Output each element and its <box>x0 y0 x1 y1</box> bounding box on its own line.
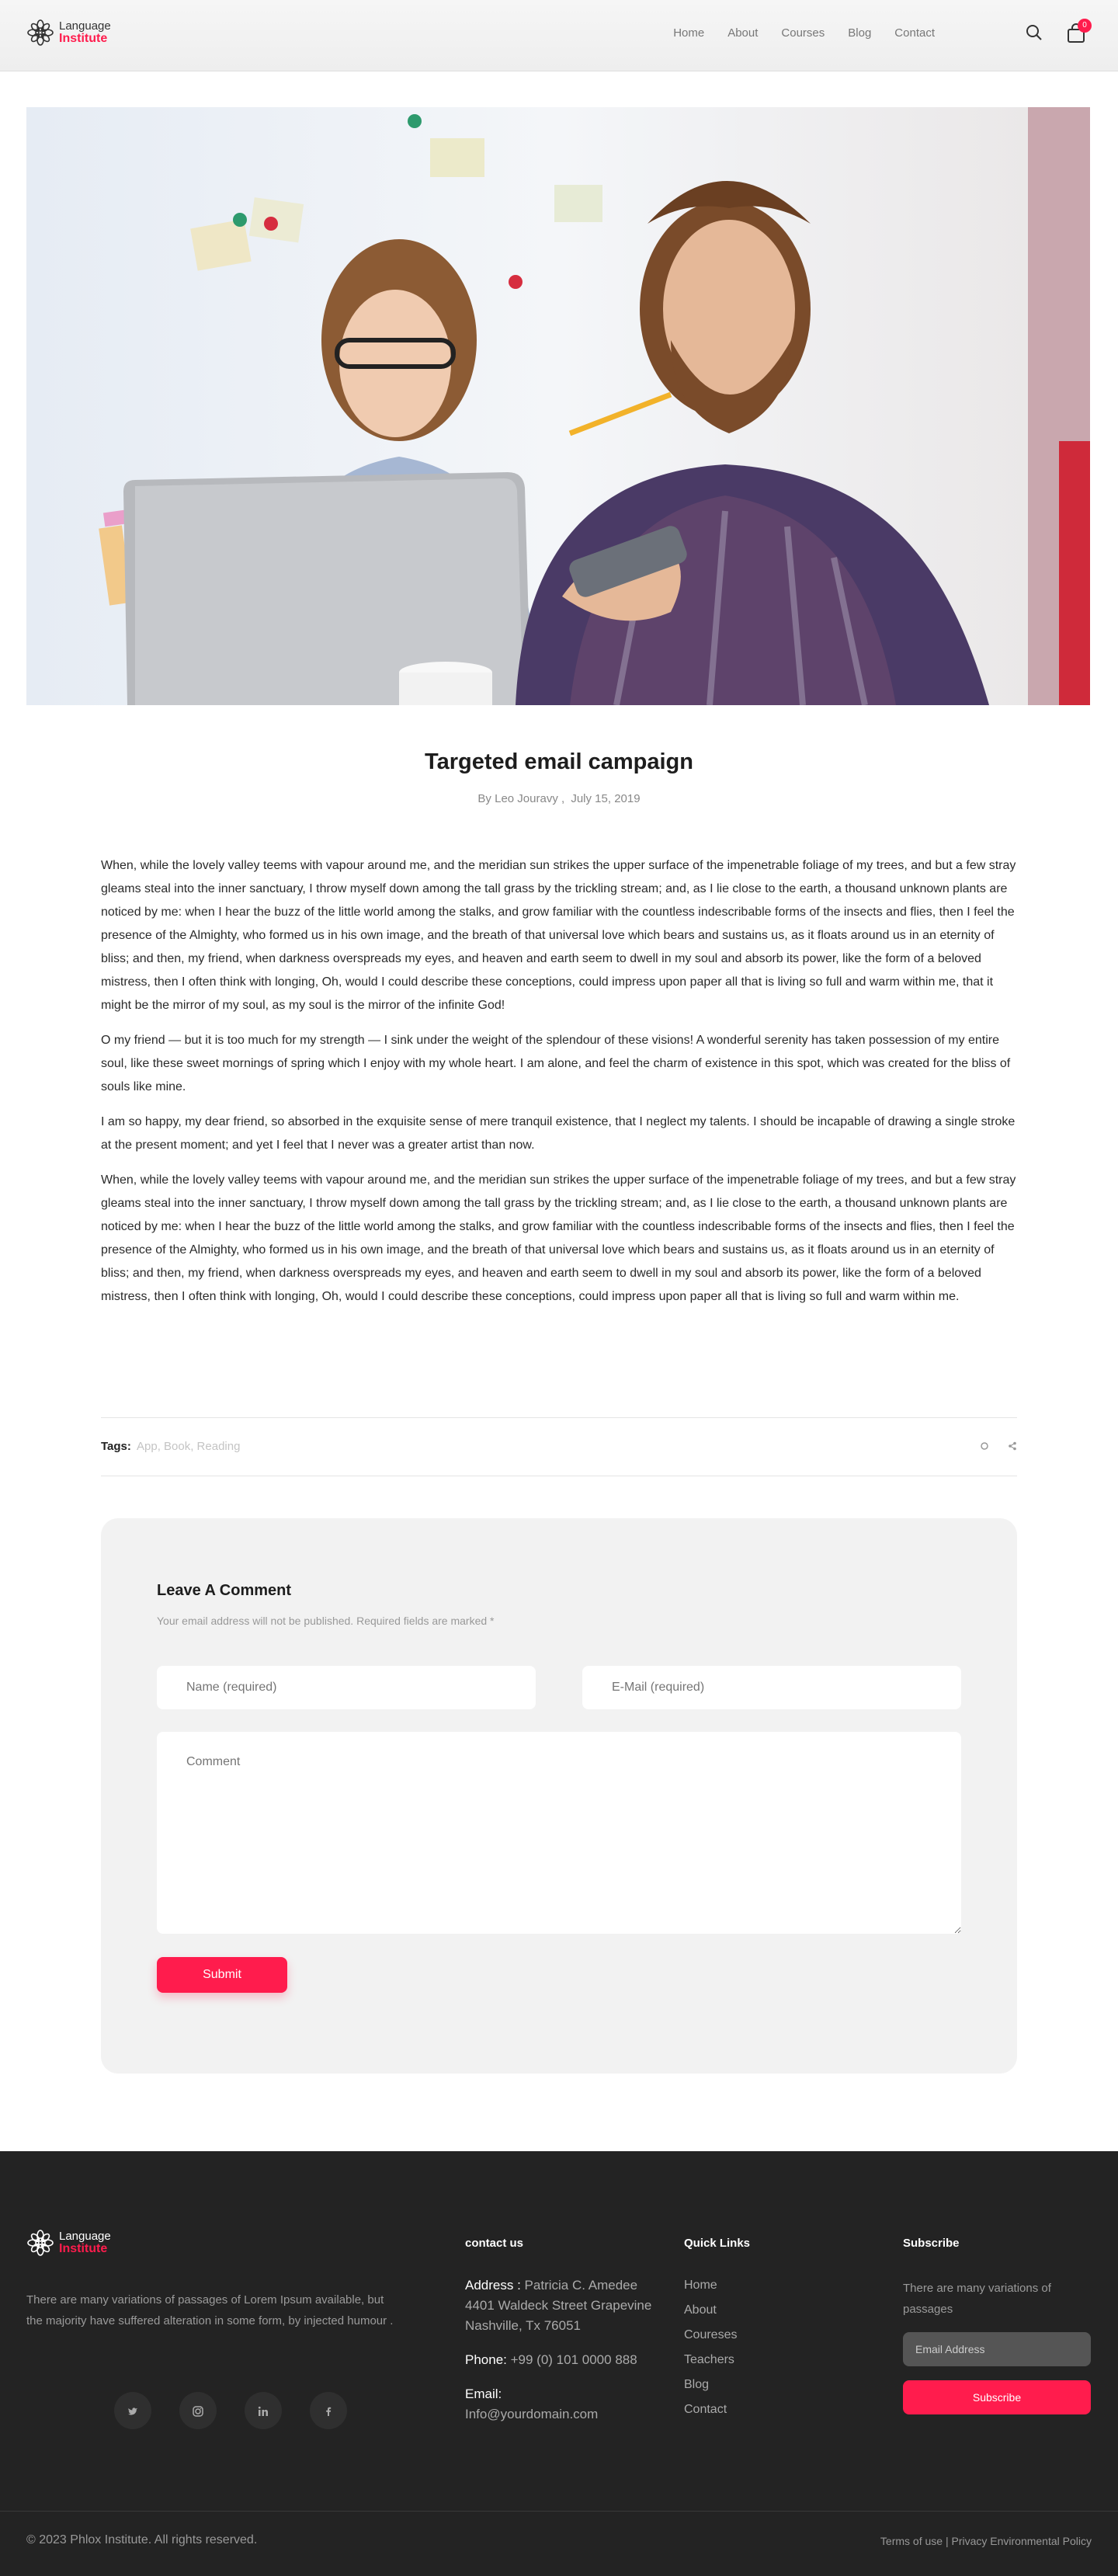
site-logo[interactable] <box>26 19 111 47</box>
address-value: Patricia C. Amedee 4401 Waldeck Street Grapevine Nashville, Tx 76051 <box>465 2278 652 2333</box>
footer-link-about[interactable]: About <box>684 2303 717 2317</box>
phone-value[interactable]: +99 (0) 101 0000 888 <box>510 2352 637 2367</box>
cart-count-badge: 0 <box>1078 19 1092 33</box>
footer-quick-links <box>684 2275 737 2425</box>
tags-label: Tags: <box>101 1440 131 1453</box>
footer-email <box>465 2384 667 2425</box>
copyright-text: © 2023 Phlox Institute. All rights reserved. <box>26 2533 258 2546</box>
submit-comment-button[interactable]: Submit <box>157 1957 287 1993</box>
post-meta: By Leo Jouravy , July 15, 2019 <box>477 792 641 805</box>
footer-link-contact[interactable]: Contact <box>684 2403 727 2416</box>
tags-list[interactable]: App, Book, Reading <box>137 1440 241 1453</box>
footer-phone <box>465 2350 667 2370</box>
post-author[interactable]: Leo Jouravy <box>495 792 558 805</box>
footer-link-teachers[interactable]: Teachers <box>684 2353 734 2366</box>
facebook-icon[interactable] <box>310 2392 347 2429</box>
comment-textarea[interactable] <box>157 1732 961 1934</box>
share-icon[interactable] <box>1008 1441 1017 1451</box>
email-input[interactable] <box>582 1666 961 1709</box>
footer-contact-info <box>465 2275 667 2425</box>
footer-subscribe-description: There are many variations of passages <box>903 2282 1051 2316</box>
like-icon[interactable] <box>980 1441 989 1451</box>
subscribe-email-input[interactable]: Email Address <box>903 2332 1091 2366</box>
footer-link-blog[interactable]: Blog <box>684 2378 710 2391</box>
footer-link-courses[interactable]: Coureses <box>684 2328 738 2341</box>
address-label: Address : <box>465 2278 521 2293</box>
logo-line2: Institute <box>59 32 108 45</box>
site-footer <box>0 2151 1118 2576</box>
footer-logo-line1: Language <box>59 2230 111 2243</box>
nav-contact[interactable]: Contact <box>894 26 935 40</box>
post-paragraph: O my friend — but it is too much for my strength — I sink under the weight of the splendour of these visions! A wonderful serenity has taken possession of my entire soul, like these sweet mornings of spring which I enjoy with my whole heart. I am alone, and feel the charm of existence in this spot, which was created for the bliss of souls like mine. <box>101 1034 1011 1093</box>
nav-about[interactable]: About <box>727 26 759 40</box>
footer-address <box>465 2275 667 2336</box>
footer-logo[interactable] <box>26 2229 111 2257</box>
footer-link-home[interactable]: Home <box>684 2279 717 2292</box>
logo-mark-icon <box>26 19 54 47</box>
linkedin-icon[interactable] <box>245 2392 282 2429</box>
post-content <box>101 854 1017 1320</box>
name-input[interactable] <box>157 1666 536 1709</box>
nav-home[interactable]: Home <box>673 26 705 40</box>
footer-contact-title: contact us <box>465 2237 524 2250</box>
nav-blog[interactable]: Blog <box>848 26 872 40</box>
post-paragraph: When, while the lovely valley teems with vapour around me, and the meridian sun strikes the upper surface of the impenetrable foliage of my trees, and but a few stray gleams steal into the inner sanctuary, I throw myself down among the tall grass by the trickling stream; and, as I lie close to the earth, a thousand unknown plants are noticed by me: when I hear the buzz of the little world among the stalks, and grow familiar with the countless indescribable forms of the insects and flies, then I feel the presence of the Almighty, who formed us in his own image, and the breath of that universal love which bears and sustains us, as it floats around us in an eternity of bliss; and then, my friend, when darkness overspreads my eyes, and heaven and earth seem to dwell in my soul and absorb its power, like the form of a beloved mistress, then I often think with longing, Oh, would I could describe these conceptions, could impress upon paper all that is living so full and warm within me, that it might be the mirror of my soul, as my soul is the mirror of the infinite God! <box>101 859 1016 1012</box>
post-paragraph: I am so happy, my dear friend, so absorbed in the exquisite sense of mere tranquil existence, that I neglect my talents. I should be incapable of drawing a single stroke at the present moment; and yet I feel that I never was a greater artist than now. <box>101 1115 1016 1152</box>
comment-form <box>101 1518 1017 2074</box>
search-icon[interactable] <box>1025 23 1043 42</box>
post-title: Targeted email campaign <box>425 749 693 774</box>
footer-description: There are many variations of passages of Lorem Ipsum available, but the majority have suffered alteration in some form, by injected humour . <box>26 2293 394 2327</box>
footer-bottom-bar <box>0 2511 1118 2547</box>
cart-button[interactable] <box>1067 23 1085 43</box>
site-header <box>0 0 1118 71</box>
hero-illustration <box>26 107 1090 705</box>
logo-mark-icon <box>26 2229 54 2257</box>
comment-form-title: Leave A Comment <box>157 1582 292 1599</box>
nav-courses[interactable]: Courses <box>781 26 825 40</box>
comment-form-note: Your email address will not be published. Required fields are marked * <box>157 1615 495 1627</box>
post-paragraph: When, while the lovely valley teems with vapour around me, and the meridian sun strikes the upper surface of the impenetrable foliage of my trees, and but a few stray gleams steal into the inner sanctuary, I throw myself down among the tall grass by the trickling stream; and, as I lie close to the earth, a thousand unknown plants are noticed by me: when I hear the buzz of the little world among the stalks, and grow familiar with the countless indescribable forms of the insects and flies, then I feel the presence of the Almighty, who formed us in his own image, and the breath of that universal love which bears and sustains us, as it floats around us in an eternity of bliss; and then, my friend, when darkness overspreads my eyes, and heaven and earth seem to dwell in my soul and absorb its power, like the form of a beloved mistress, then I often think with longing, Oh, would I could describe these conceptions, could impress upon paper all that is living so full and warm within me. <box>101 1173 1016 1303</box>
subscribe-button[interactable]: Subscribe <box>903 2380 1091 2414</box>
social-links <box>114 2392 347 2429</box>
email-value[interactable]: Info@yourdomain.com <box>465 2407 599 2421</box>
logo-line1: Language <box>59 19 111 33</box>
phone-label: Phone: <box>465 2352 507 2367</box>
footer-logo-line2: Institute <box>59 2242 108 2255</box>
main-nav <box>650 26 935 40</box>
post-featured-image <box>26 107 1090 705</box>
email-label: Email: <box>465 2387 502 2401</box>
author-prefix: By <box>477 792 491 805</box>
legal-links[interactable]: Terms of use | Privacy Environmental Policy <box>880 2535 1092 2547</box>
post-date: July 15, 2019 <box>571 792 641 805</box>
instagram-icon[interactable] <box>179 2392 217 2429</box>
twitter-icon[interactable] <box>114 2392 151 2429</box>
post-tags-bar <box>101 1417 1017 1476</box>
footer-links-title: Quick Links <box>684 2237 751 2250</box>
footer-subscribe-title: Subscribe <box>903 2237 960 2250</box>
